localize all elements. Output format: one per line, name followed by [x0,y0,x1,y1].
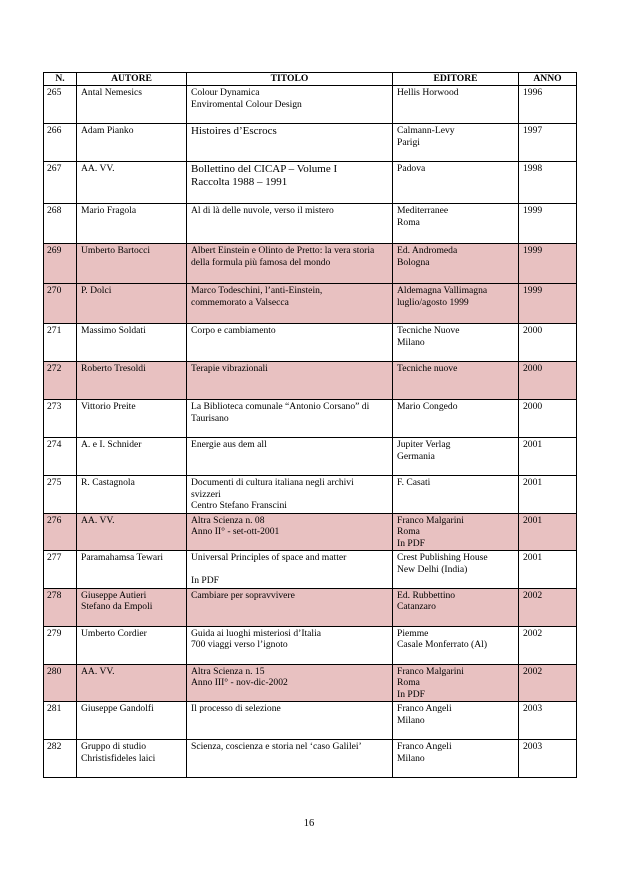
titolo-line: Terapie vibrazionali [191,363,268,374]
cell-titolo [187,476,393,514]
editore-line: Catanzaro [397,601,436,612]
editore-line: Franco Angeli [397,703,452,714]
cell-autore [77,476,187,514]
autore-line: AA. VV. [81,163,115,174]
cell-autore [77,162,187,204]
titolo-line: Guida ai luoghi misteriosi d’Italia [191,627,322,639]
header-n: N. [44,73,77,86]
titolo-line: Taurisano [191,412,229,424]
cell-titolo [187,551,393,589]
cell-autore [77,664,187,702]
table-row [44,702,577,740]
cell-n: 272 [44,362,77,400]
editore-line: Germania [397,450,435,462]
cell-anno: 2002 [519,626,577,664]
editore-line: Roma [397,216,420,228]
catalog-table [43,72,577,778]
editore-line: F. Casati [397,477,431,488]
cell-editore [393,588,519,626]
editore-line: Crest Publishing House [397,552,488,563]
cell-n: 276 [44,513,77,551]
editore-line: Hellis Horwood [397,87,459,98]
cell-anno: 2001 [519,438,577,476]
header-titolo: TITOLO [187,73,393,86]
cell-anno: 1997 [519,124,577,162]
cell-anno: 2003 [519,740,577,778]
cell-autore [77,551,187,589]
cell-autore [77,124,187,162]
table-row [44,513,577,551]
autore-line: R. Castagnola [81,477,135,488]
cell-titolo [187,513,393,551]
cell-autore [77,86,187,124]
cell-editore [393,513,519,551]
editore-line: In PDF [397,688,425,700]
editore-line: New Delhi (India) [397,563,468,575]
cell-titolo [187,438,393,476]
cell-n: 274 [44,438,77,476]
cell-autore [77,702,187,740]
cell-anno: 1999 [519,284,577,324]
cell-n: 280 [44,664,77,702]
titolo-line: Corpo e cambiamento [191,325,276,336]
header-anno: ANNO [519,73,577,86]
cell-editore [393,400,519,438]
editore-line: Aldemagna Vallimagna [397,285,488,296]
titolo-line: Anno II° - set-ott-2001 [191,526,280,537]
titolo-line: commemorato a Valsecca [191,296,289,308]
cell-anno: 2001 [519,513,577,551]
autore-line: Giuseppe Gandolfi [81,703,154,714]
editore-line: Franco Angeli [397,741,452,752]
cell-n: 269 [44,244,77,284]
editore-line: luglio/agosto 1999 [397,296,469,308]
editore-line: Milano [397,714,425,726]
cell-n: 265 [44,86,77,124]
titolo-line: Altra Scienza n. 08 [191,514,265,526]
cell-editore [393,244,519,284]
cell-editore [393,476,519,514]
cell-autore [77,324,187,362]
titolo-line: Marco Todeschini, l’anti-Einstein, [191,285,323,296]
table-row [44,124,577,162]
cell-titolo [187,204,393,244]
cell-editore [393,362,519,400]
cell-anno: 1999 [519,204,577,244]
cell-editore [393,740,519,778]
table-row [44,86,577,124]
cell-anno: 2000 [519,324,577,362]
titolo-line: Centro Stefano Franscini [191,500,287,511]
titolo-line: Cambiare per sopravvivere [191,589,295,601]
editore-line: Casale Monferrato (Al) [397,639,488,650]
cell-editore [393,284,519,324]
editore-line: Ed. Rubbettino [397,589,456,601]
titolo-line: Scienza, coscienza e storia nel ‘caso Galilei’ [191,741,362,752]
cell-n: 281 [44,702,77,740]
editore-line: In PDF [397,537,425,549]
cell-autore [77,244,187,284]
titolo-line: Raccolta 1988 – 1991 [191,176,288,188]
cell-n: 271 [44,324,77,362]
autore-line: Mario Fragola [81,205,137,216]
editore-line: Piemme [397,627,429,639]
editore-line: Padova [397,163,426,174]
cell-n: 275 [44,476,77,514]
table-row [44,476,577,514]
cell-anno: 1996 [519,86,577,124]
cell-editore [393,86,519,124]
cell-anno: 2001 [519,551,577,589]
cell-n: 278 [44,588,77,626]
autore-line: Adam Pianko [81,125,134,136]
autore-line: AA. VV. [81,665,115,677]
cell-n: 282 [44,740,77,778]
editore-line: Calmann-Levy [397,125,455,136]
cell-titolo [187,740,393,778]
table-row [44,400,577,438]
titolo-line: Altra Scienza n. 15 [191,665,265,677]
cell-titolo [187,324,393,362]
cell-titolo [187,86,393,124]
editore-line: Tecniche Nuove [397,325,460,336]
cell-editore [393,162,519,204]
titolo-line: della formula più famosa del mondo [191,256,331,268]
cell-autore [77,204,187,244]
titolo-line: Al di là delle nuvole, verso il mistero [191,205,334,216]
cell-editore [393,664,519,702]
table-row [44,244,577,284]
table-row [44,740,577,778]
header-row [44,73,577,86]
cell-n: 273 [44,400,77,438]
titolo-line: Il processo di selezione [191,703,281,714]
cell-autore [77,513,187,551]
autore-line: Stefano da Empoli [81,601,153,612]
editore-line: Tecniche nuove [397,363,458,374]
editore-line: Milano [397,752,425,764]
cell-titolo [187,702,393,740]
cell-editore [393,626,519,664]
cell-n: 270 [44,284,77,324]
cell-titolo [187,162,393,204]
autore-line: P. Dolci [81,285,112,296]
cell-editore [393,124,519,162]
cell-n: 277 [44,551,77,589]
titolo-line: Colour Dynamica [191,87,260,98]
editore-line: Franco Malgarini [397,665,464,677]
cell-anno: 2002 [519,664,577,702]
cell-anno: 1999 [519,244,577,284]
cell-anno: 2000 [519,400,577,438]
editore-line: Bologna [397,256,430,268]
header-editore: EDITORE [393,73,519,86]
table-row [44,324,577,362]
header-autore: AUTORE [77,73,187,86]
table-row [44,664,577,702]
table-row [44,588,577,626]
editore-line: Roma [397,677,420,688]
table-row [44,438,577,476]
editore-line: Ed. Andromeda [397,245,458,256]
autore-line: AA. VV. [81,514,115,526]
autore-line: Giuseppe Autieri [81,589,147,601]
cell-editore [393,438,519,476]
cell-titolo [187,588,393,626]
titolo-line: Universal Principles of space and matter [191,552,347,563]
autore-line: Roberto Tresoldi [81,363,146,374]
autore-line: Umberto Cordier [81,627,147,639]
cell-editore [393,324,519,362]
cell-autore [77,438,187,476]
cell-titolo [187,124,393,162]
page-number: 16 [303,818,315,829]
editore-line: Roma [397,526,420,537]
table-row [44,362,577,400]
titolo-line: svizzeri [191,488,221,500]
cell-anno: 2001 [519,476,577,514]
table-row [44,626,577,664]
autore-line: Vittorio Preite [81,401,136,412]
cell-n: 267 [44,162,77,204]
cell-autore [77,362,187,400]
autore-line: Massimo Soldati [81,325,146,336]
titolo-line [191,564,388,576]
cell-anno: 2003 [519,702,577,740]
autore-line: Antal Nemesics [81,87,143,98]
autore-line: Paramahamsa Tewari [81,552,163,563]
titolo-line: Documenti di cultura italiana negli archivi [191,477,354,488]
autore-line: Gruppo di studio [81,741,147,752]
table-row [44,162,577,204]
titolo-line: Histoires d’Escrocs [191,125,277,137]
cell-autore [77,588,187,626]
table-row [44,551,577,589]
cell-editore [393,702,519,740]
cell-autore [77,740,187,778]
table-body [44,86,577,778]
cell-titolo [187,284,393,324]
cell-anno: 1998 [519,162,577,204]
cell-editore [393,551,519,589]
cell-anno: 2002 [519,588,577,626]
cell-titolo [187,400,393,438]
titolo-line: Energie aus dem all [191,439,267,450]
autore-line: Umberto Bartocci [81,245,150,256]
editore-line: Mario Congedo [397,401,458,412]
cell-n: 268 [44,204,77,244]
cell-n: 266 [44,124,77,162]
cell-autore [77,626,187,664]
cell-titolo [187,664,393,702]
titolo-line: La Biblioteca comunale “Antonio Corsano” di [191,401,370,412]
titolo-line: Anno III° - nov-dic-2002 [191,677,288,688]
cell-editore [393,204,519,244]
autore-line: Christisfideles laici [81,752,156,764]
table-row [44,284,577,324]
cell-titolo [187,626,393,664]
cell-autore [77,284,187,324]
titolo-line: In PDF [191,575,219,586]
cell-n: 279 [44,626,77,664]
editore-line: Franco Malgarini [397,514,464,526]
cell-titolo [187,362,393,400]
editore-line: Parigi [397,136,420,148]
autore-line: A. e I. Schnider [81,439,142,450]
cell-anno: 2000 [519,362,577,400]
titolo-line: Enviromental Colour Design [191,98,302,110]
cell-autore [77,400,187,438]
cell-titolo [187,244,393,284]
titolo-line: Albert Einstein e Olinto de Pretto: la vera storia [191,245,375,256]
table-row [44,204,577,244]
titolo-line: Bollettino del CICAP – Volume I [191,163,338,175]
titolo-line: 700 viaggi verso l’ignoto [191,639,288,650]
editore-line: Milano [397,336,425,348]
editore-line: Jupiter Verlag [397,439,451,450]
editore-line: Mediterranee [397,205,449,216]
